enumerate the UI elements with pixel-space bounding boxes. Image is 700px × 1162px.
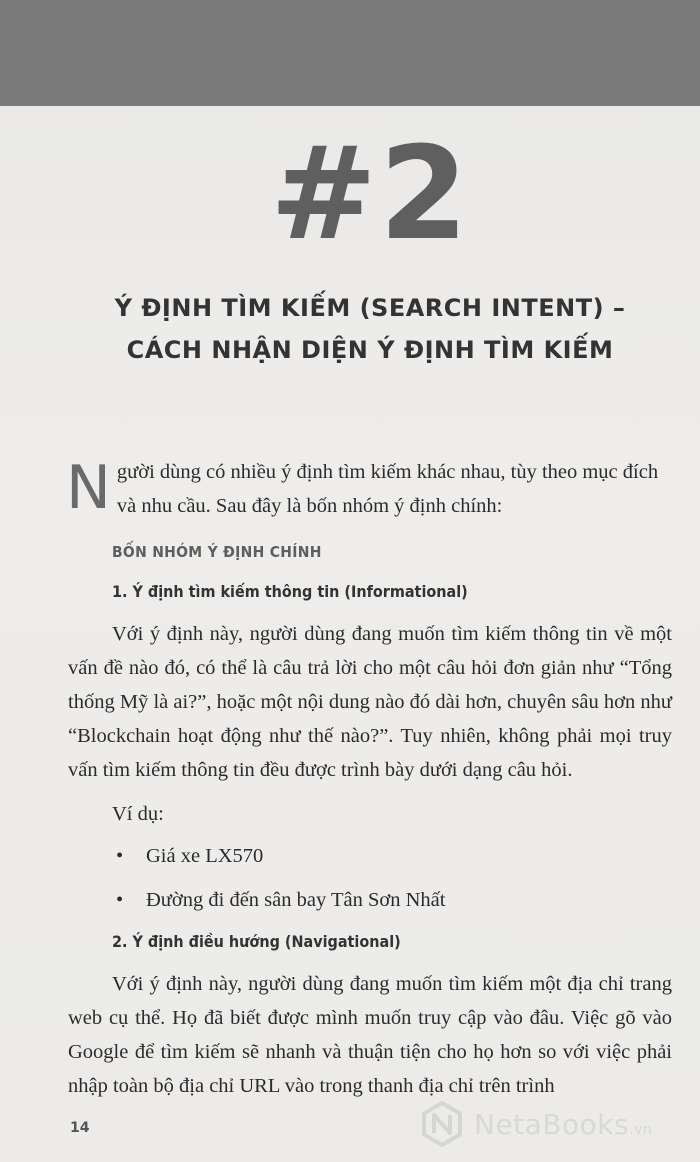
page-body [68,455,672,1103]
watermark-brand: NetaBooks [474,1108,630,1141]
example-list [68,839,672,917]
page-number: 14 [70,1120,90,1136]
watermark-text [474,1108,652,1141]
example-label: Ví dụ: [112,803,164,825]
list-item [68,883,672,917]
intro-paragraph [68,455,672,523]
list-item-text: Đường đi đến sân bay Tân Sơn Nhất [146,889,446,911]
bullet-icon: • [116,845,124,867]
netabooks-logo-icon [418,1100,466,1148]
chapter-number: #2 [269,120,471,269]
sub-heading-navigational: 2. Ý định điều hướng (Navigational) [112,932,401,951]
paragraph-informational: Với ý định này, người dùng đang muốn tìm kiếm thông tin về một vấn đề nào đó, có thể là câu trả lời cho một câu hỏi đơn giản như “Tổng thống Mỹ là ai?”, hoặc một nội dung nào đó dài hơn, chuyên sâu hơn như “Blockchain hoạt động như thế nào?”. Tuy nhiên, không phải mọi truy vấn tìm kiếm thông tin đều được trình bày dưới dạng câu hỏi. [68,623,672,781]
list-item-text: Giá xe LX570 [146,845,264,867]
watermark [418,1096,698,1152]
drop-cap: N [66,453,111,523]
sub-heading-informational: 1. Ý định tìm kiếm thông tin (Informational) [112,582,468,601]
watermark-suffix: .vn [629,1122,653,1138]
top-gray-band [0,0,700,106]
paragraph-navigational: Với ý định này, người dùng đang muốn tìm kiếm một địa chỉ trang web cụ thể. Họ đã biết được mình muốn truy cập vào đâu. Việc gõ vào Google để tìm kiếm sẽ nhanh và thuận tiện cho họ hơn so với việc phải nhập toàn bộ địa chỉ URL vào trong thanh địa chỉ trên trình [68,973,672,1097]
list-item [68,839,672,873]
section-heading: BỐN NHÓM Ý ĐỊNH CHÍNH [112,543,322,561]
chapter-title-line-1: Ý ĐỊNH TÌM KIẾM (SEARCH INTENT) – [114,294,626,322]
intro-text: gười dùng có nhiều ý định tìm kiếm khác nhau, tùy theo mục đích và nhu cầu. Sau đây là bốn nhóm ý định chính: [116,461,659,517]
chapter-title-line-2: CÁCH NHẬN DIỆN Ý ĐỊNH TÌM KIẾM [126,336,614,364]
bullet-icon: • [116,889,124,911]
